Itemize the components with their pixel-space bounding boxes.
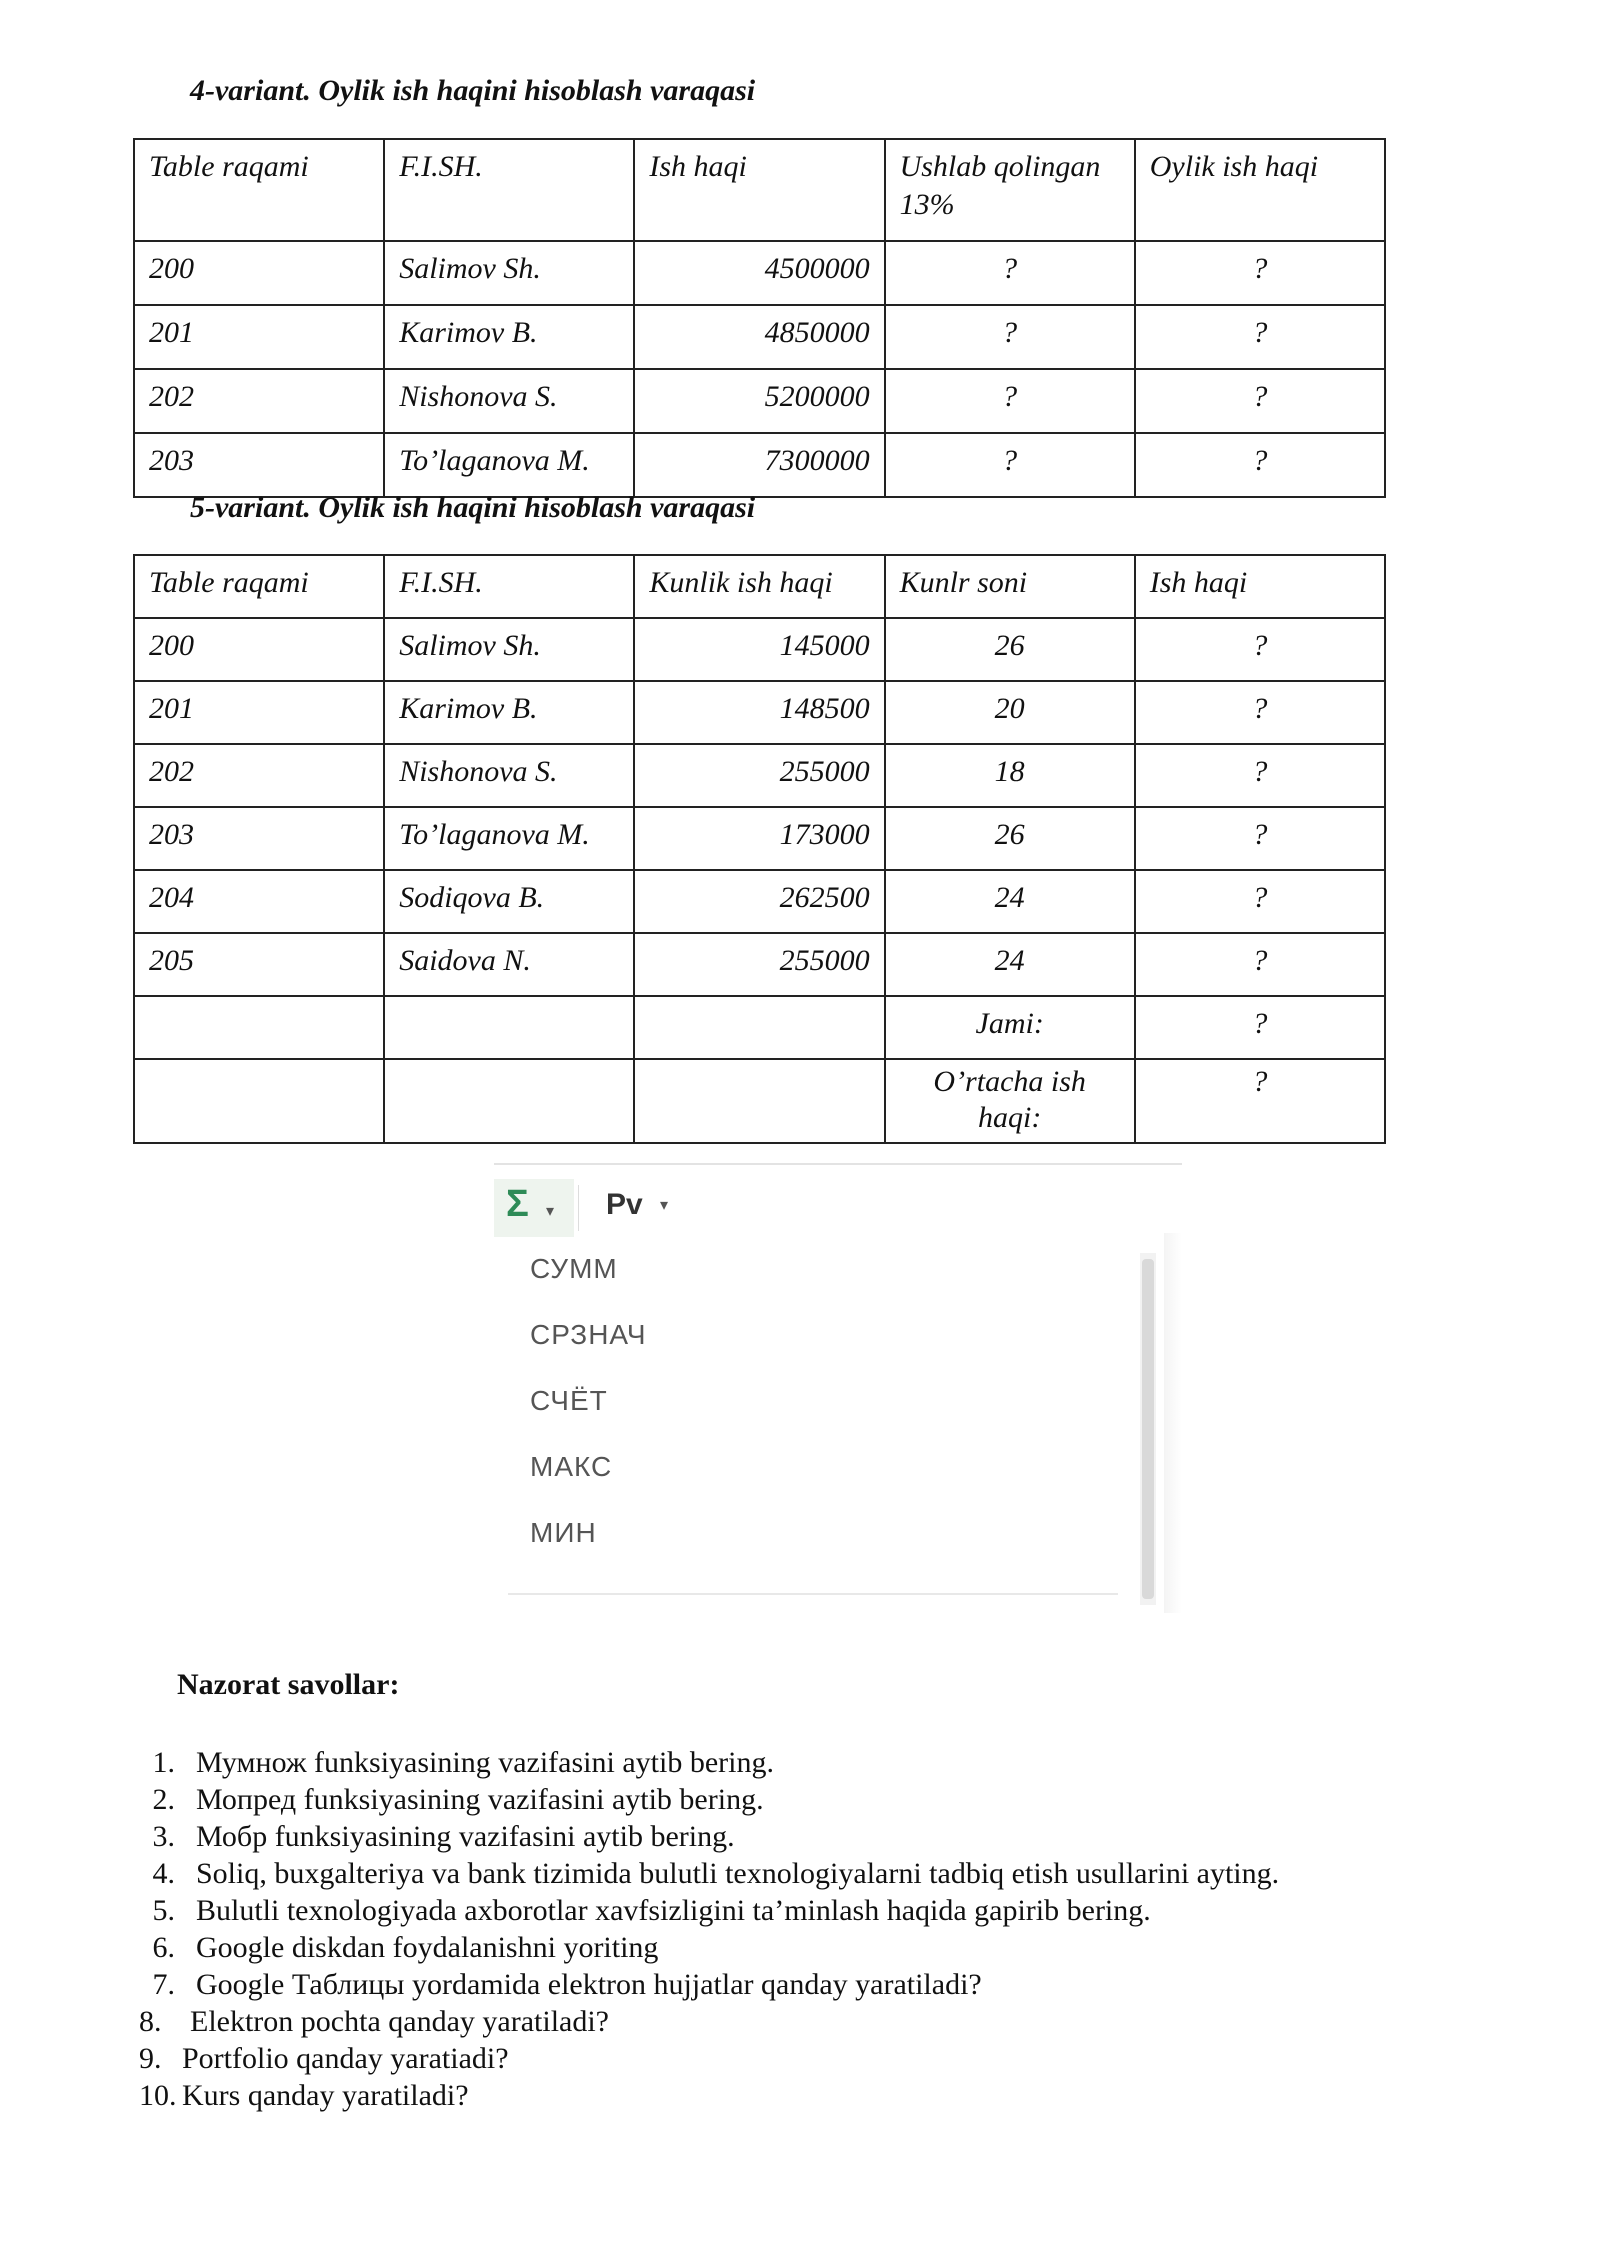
table-cell: ? [1135,305,1385,369]
table-cell: 255000 [634,744,884,807]
total-label: Jami: [885,996,1135,1059]
average-row [134,1059,1385,1143]
table-header-row [134,139,1385,241]
empty-cell [134,1059,384,1143]
header-cell: Table raqami [134,139,384,241]
table-cell: Karimov B. [384,681,634,744]
variant5-table [133,554,1386,1144]
table-cell: Salimov Sh. [384,618,634,681]
empty-cell [634,996,884,1059]
table-cell: Sodiqova B. [384,870,634,933]
menu-item-max[interactable]: МАКС [530,1451,613,1482]
table-cell: Nishonova S. [384,744,634,807]
table-row [134,681,1385,744]
list-text: Elektron pochta qanday yaratiladi? [190,2005,609,2038]
list-text: Google diskdan foydalanishni yoriting [196,1931,659,1964]
input-tools-label: Pv [606,1188,643,1221]
table-cell: Nishonova S. [384,369,634,433]
table-cell: 202 [134,744,384,807]
table-cell: 202 [134,369,384,433]
menu-item-average[interactable]: СРЗНАЧ [530,1319,647,1350]
table-cell: 26 [885,618,1135,681]
header-cell: Oylik ish haqi [1135,139,1385,241]
empty-cell [634,1059,884,1143]
table-row [134,305,1385,369]
variant5-title: 5-variant. Oylik ish haqini hisoblash varaqasi [190,491,756,524]
table-cell: 24 [885,870,1135,933]
toolbar-separator [578,1185,579,1231]
list-number: 10. [139,2079,177,2112]
table-cell: 18 [885,744,1135,807]
table-cell: ? [1135,744,1385,807]
table-row [134,870,1385,933]
menu-divider [508,1593,1118,1595]
functions-button[interactable] [494,1179,574,1237]
table-cell: Saidova N. [384,933,634,996]
list-number: 5. [152,1894,175,1927]
header-cell: F.I.SH. [384,139,634,241]
table-row [134,241,1385,305]
table-cell: To’laganova M. [384,433,634,497]
list-number: 6. [152,1931,175,1964]
table-cell: Salimov Sh. [384,241,634,305]
table-cell: ? [1135,433,1385,497]
table-cell: 7300000 [634,433,884,497]
table-cell: ? [885,305,1135,369]
table-cell: 205 [134,933,384,996]
chevron-down-icon: ▾ [660,1197,669,1214]
toolbar-divider [494,1163,1182,1165]
function-menu-screenshot [494,1163,1182,1613]
list-number: 2. [152,1783,175,1816]
table-cell: To’laganova M. [384,807,634,870]
list-text: Мумнож funksiyasining vazifasini aytib bering. [196,1746,774,1779]
table-cell: 201 [134,681,384,744]
table-cell: ? [885,433,1135,497]
list-text: Мопред funksiyasining vazifasini aytib bering. [196,1783,764,1816]
list-text: Portfolio qanday yaratiadi? [182,2042,509,2075]
table-row [134,744,1385,807]
header-cell: Ish haqi [634,139,884,241]
list-text: Soliq, buxgalteriya va bank tizimida bulutli texnologiyalarni tadbiq etish usullarini ayting. [196,1857,1280,1890]
table-cell: ? [1135,870,1385,933]
list-number: 3. [152,1820,175,1853]
list-text: Мобр funksiyasining vazifasini aytib bering. [196,1820,735,1853]
list-number: 7. [152,1968,175,2001]
list-text: Bulutli texnologiyada axborotlar xavfsizligini ta’minlash haqida gapirib bering. [196,1894,1151,1927]
menu-item-sum[interactable]: СУММ [530,1253,618,1284]
table-cell: ? [1135,369,1385,433]
variant4-title: 4-variant. Oylik ish haqini hisoblash varaqasi [190,74,756,107]
list-number: 8. [139,2005,162,2038]
average-value: ? [1135,1059,1385,1143]
header-cell: Ish haqi [1135,555,1385,618]
list-number: 9. [139,2042,162,2075]
table-cell: 4850000 [634,305,884,369]
menu-scrollbar[interactable] [1140,1253,1156,1605]
table-cell: 204 [134,870,384,933]
table-row [134,933,1385,996]
table-cell: ? [1135,681,1385,744]
header-cell: Ushlab qolingan 13% [885,139,1135,241]
table-cell: 26 [885,807,1135,870]
table-cell: 5200000 [634,369,884,433]
average-label: O’rtacha ish haqi: [885,1059,1135,1143]
table-cell: 200 [134,241,384,305]
table-cell: 4500000 [634,241,884,305]
table-cell: 262500 [634,870,884,933]
table-cell: 201 [134,305,384,369]
empty-cell [134,996,384,1059]
table-cell: 173000 [634,807,884,870]
total-value: ? [1135,996,1385,1059]
table-cell: ? [1135,241,1385,305]
questions-title: Nazorat savollar: [177,1668,400,1701]
header-cell: F.I.SH. [384,555,634,618]
table-cell: 203 [134,433,384,497]
table-cell: 255000 [634,933,884,996]
total-row [134,996,1385,1059]
table-cell: ? [885,369,1135,433]
table-cell: ? [1135,807,1385,870]
table-row [134,369,1385,433]
chevron-down-icon: ▾ [546,1203,555,1220]
empty-cell [384,996,634,1059]
table-header-row [134,555,1385,618]
list-number: 4. [152,1857,175,1890]
header-cell: Kunlr soni [885,555,1135,618]
list-text: Kurs qanday yaratiladi? [182,2079,469,2112]
list-number: 1. [152,1746,175,1779]
panel-edge [1164,1233,1182,1613]
table-cell: ? [1135,618,1385,681]
menu-item-count[interactable]: СЧЁТ [530,1385,608,1416]
table-cell: 203 [134,807,384,870]
scrollbar-thumb[interactable] [1142,1259,1154,1599]
table-cell: Karimov B. [384,305,634,369]
table-row [134,618,1385,681]
table-row [134,807,1385,870]
sigma-icon: Σ [506,1183,529,1225]
menu-item-min[interactable]: МИН [530,1517,597,1548]
table-cell: ? [885,241,1135,305]
functions-dropdown [508,1253,1158,1598]
table-row [134,433,1385,497]
table-cell: 148500 [634,681,884,744]
list-text: Google Таблицы yordamida elektron hujjatlar qanday yaratiladi? [196,1968,982,2001]
variant4-table [133,138,1386,498]
table-cell: 24 [885,933,1135,996]
table-cell: 20 [885,681,1135,744]
empty-cell [384,1059,634,1143]
table-cell: 200 [134,618,384,681]
table-cell: ? [1135,933,1385,996]
header-cell: Table raqami [134,555,384,618]
table-cell: 145000 [634,618,884,681]
header-cell: Kunlik ish haqi [634,555,884,618]
